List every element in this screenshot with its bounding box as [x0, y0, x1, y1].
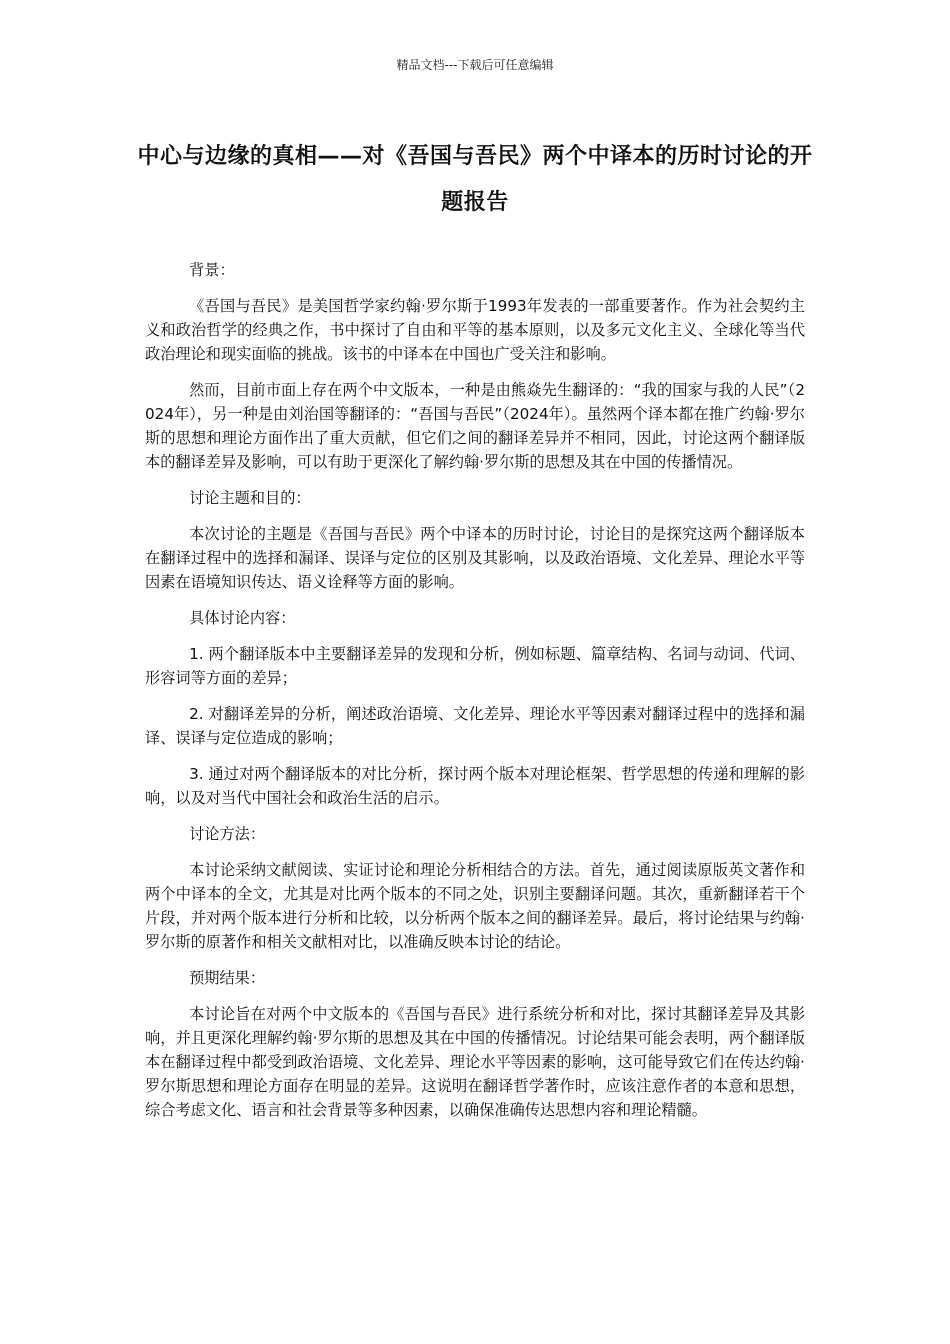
method-paragraph: 本讨论采纳文献阅读、实证讨论和理论分析相结合的方法。首先，通过阅读原版英文著作和两个中译本的全文，尤其是对比两个版本的不同之处，识别主要翻译问题。其次，重新翻译若干个片段，并对两个版本进行分析和比较，以分析两个版本之间的翻译差异。最后，将讨论结果与约翰·罗尔斯的原著作和相关文献相对比，以准确反映本讨论的结论。	[145, 861, 805, 951]
content-item-3: 3. 通过对两个翻译版本的对比分析，探讨两个版本对理论框架、哲学思想的传递和理解的影响，以及对当代中国社会和政治生活的启示。	[145, 765, 805, 807]
background-heading: 背景：	[189, 261, 235, 279]
document-body	[145, 258, 805, 1134]
results-paragraph: 本讨论旨在对两个中文版本的《吾国与吾民》进行系统分析和对比，探讨其翻译差异及其影响，并且更深化理解约翰·罗尔斯的思想及其在中国的传播情况。讨论结果可能会表明，两个翻译版本在翻译过程中都受到政治语境、文化差异、理论水平等因素的影响，这可能导致它们在传达约翰·罗尔斯思想和理论方面存在明显的差异。这说明在翻译哲学著作时，应该注意作者的本意和思想，综合考虑文化、语言和社会背景等多种因素，以确保准确传达思想内容和理论精髓。	[145, 1005, 805, 1119]
topic-paragraph: 本次讨论的主题是《吾国与吾民》两个中译本的历时讨论，讨论目的是探究这两个翻译版本在翻译过程中的选择和漏译、误译与定位的区别及其影响，以及政治语境、文化差异、理论水平等因素在语境知识传达、语义诠释等方面的影响。	[145, 525, 805, 591]
page-header: 精品文档---下载后可任意编辑	[396, 58, 554, 72]
content-item-1: 1. 两个翻译版本中主要翻译差异的发现和分析，例如标题、篇章结构、名词与动词、代词、形容词等方面的差异；	[145, 645, 805, 687]
topic-heading: 讨论主题和目的：	[189, 489, 311, 507]
document-title: 中心与边缘的真相——对《吾国与吾民》两个中译本的历时讨论的开题报告	[137, 144, 813, 215]
method-heading: 讨论方法：	[189, 825, 266, 843]
background-paragraph-2: 然而，目前市面上存在两个中文版本，一种是由熊焱先生翻译的：“我的国家与我的人民”（2024年），另一种是由刘治国等翻译的：“吾国与吾民”（2024年）。虽然两个译本都在推广约翰·罗尔斯的思想和理论方面作出了重大贡献，但它们之间的翻译差异并不相同，因此，讨论这两个翻译版本的翻译差异及影响，可以有助于更深化了解约翰·罗尔斯的思想及其在中国的传播情况。	[145, 381, 805, 471]
content-heading: 具体讨论内容：	[189, 609, 296, 627]
background-paragraph-1: 《吾国与吾民》是美国哲学家约翰·罗尔斯于1993年发表的一部重要著作。作为社会契约主义和政治哲学的经典之作，书中探讨了自由和平等的基本原则，以及多元文化主义、全球化等当代政治理论和现实面临的挑战。该书的中译本在中国也广受关注和影响。	[145, 297, 805, 363]
results-heading: 预期结果：	[189, 969, 266, 987]
content-item-2: 2. 对翻译差异的分析，阐述政治语境、文化差异、理论水平等因素对翻译过程中的选择和漏译、误译与定位造成的影响；	[145, 705, 805, 747]
